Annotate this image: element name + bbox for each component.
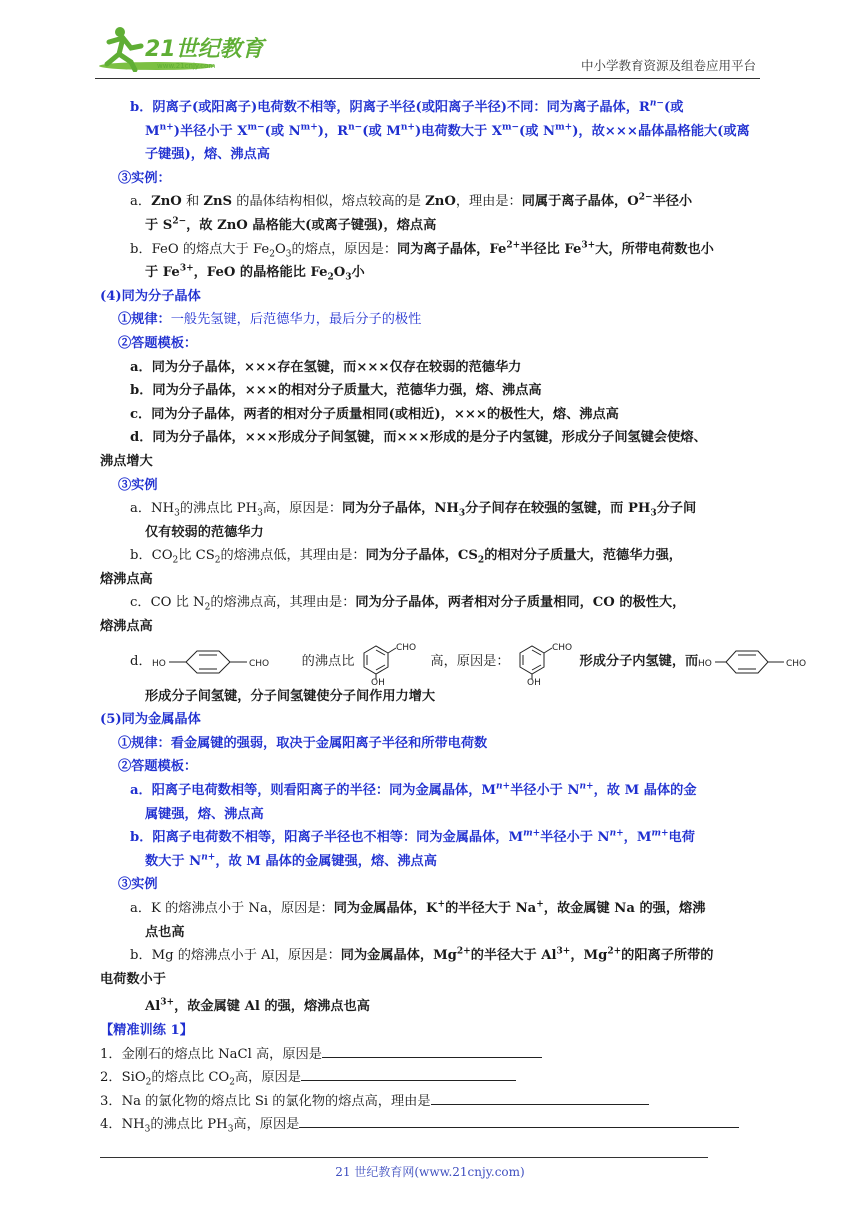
line: 熔沸点高 [100,571,153,587]
answer-blank[interactable] [431,1090,649,1105]
line: $Al^{3+}$，故金属键 Al 的强，熔沸点也高 [145,997,370,1015]
logo-text: 21世纪教育 [145,37,264,62]
svg-text:CHO: CHO [396,642,417,653]
line: 子键强)，熔、沸点高 [145,147,270,163]
o-hydroxybenzaldehyde-structure [510,639,580,685]
document-body [100,96,807,1137]
svg-text:CHO: CHO [248,658,269,669]
o-hydroxybenzaldehyde-structure [354,639,424,685]
line: 数大于 $N^{n+}$，故 M 晶体的金属键强，熔、沸点高 [145,852,437,869]
answer-blank[interactable] [322,1043,542,1058]
structure-line: d． HO CHO 的沸点比 CHO OH 高，原因是： CHO OH 形成分子内氢键，而 HO CHO [100,639,765,685]
line: 形成分子间氢键，分子间氢键使分子间作用力增大 [145,688,436,704]
logo-url: www.21cnjy.com [157,62,216,70]
header-platform-title: 中小学教育资源及组卷应用平台 [580,58,756,73]
section-heading: ③实例 [118,477,158,493]
line: c．CO 比 $N_2$的熔沸点高，其理由是：同为分子晶体，两者相对分子质量相同，CO 的极性大， [130,595,686,614]
line: $M^{n+}$)半径小于 $X^{m-}$(或 $N^{m+}$)，$R^{n-}$(或 $M^{n+}$)电荷数大于 $X^{m-}$(或 $N^{m+}$)，故×××晶体晶格能大(或离 [145,122,750,139]
line: 沸点增大 [100,453,153,469]
line: a．同为分子晶体，×××存在氢键，而×××仅存在较弱的范德华力 [130,359,522,375]
line: 熔沸点高 [100,619,153,635]
line: b．$CO_2$比 $CS_2$的熔沸点低，其理由是：同为分子晶体，$CS_2$的相对分子质量大，范德华力强， [130,548,682,566]
line: 属键强，熔、沸点高 [145,806,264,822]
section-heading: ②答题模板： [118,335,198,351]
line: b．FeO 的熔点大于 $Fe_2O_3$的熔点，原因是：同为离子晶体，$Fe^{2+}$半径比 $Fe^{3+}$大，所带电荷数也小 [130,240,714,260]
svg-text:CHO: CHO [551,642,572,653]
logo-icon [95,24,270,72]
line: a．阳离子电荷数相等，则看阳离子的半径：同为金属晶体，$M^{n+}$半径小于 $N^{n+}$，故 M 晶体的金 [130,781,697,799]
section-heading: (5)同为金属晶体 [100,712,201,728]
line: ①规律：一般先氢键，后范德华力，最后分子的极性 [118,312,422,328]
line: 点也高 [145,924,185,940]
p-hydroxybenzaldehyde-structure [152,647,302,677]
line: a．K 的熔沸点小于 Na，原因是：同为金属晶体，K+的半径大于 Na+，故金属键 Na 的强，熔沸 [130,899,706,916]
svg-text:CHO: CHO [786,658,807,669]
page-header [95,22,760,79]
section-heading: ③实例 [118,877,158,893]
line: ①规律：看金属键的强弱，取决于金属阳离子半径和所带电荷数 [118,735,488,751]
question: 1．金刚石的熔点比 NaCl 高，原因是 [100,1043,765,1067]
svg-text:OH: OH [526,677,541,685]
section-heading: (4)同为分子晶体 [100,288,201,304]
svg-text:HO: HO [698,658,713,669]
p-hydroxybenzaldehyde-structure [698,647,818,677]
line: d．同为分子晶体，×××形成分子间氢键，而×××形成的是分子内氢键，形成分子间氢键会使熔、 [130,430,707,446]
question: 3．Na 的氯化物的熔点比 Si 的氯化物的熔点高，理由是 [100,1090,765,1114]
question: 4．$NH_3$的沸点比 $PH_3$高，原因是 [100,1113,765,1137]
section-heading: ②答题模板： [118,759,198,775]
answer-blank[interactable] [301,1066,516,1081]
svg-text:HO: HO [151,658,166,669]
answer-blank[interactable] [299,1113,739,1128]
line: c．同为分子晶体，两者的相对分子质量相同(或相近)，×××的极性大，熔、沸点高 [130,406,619,422]
line: 电荷数小于 [100,971,166,987]
line: 于 $S^{2-}$，故 ZnO 晶格能大(或离子键强)，熔点高 [145,216,437,233]
section-heading: ③实例： [118,170,171,186]
footer-divider [100,1157,708,1158]
line: b．同为分子晶体，×××的相对分子质量大，范德华力强，熔、沸点高 [130,383,542,399]
line: 于 $Fe^{3+}$，FeO 的晶格能比 $Fe_2O_3$小 [145,263,365,283]
line: a．$NH_3$的沸点比 $PH_3$高，原因是：同为分子晶体，$NH_3$分子间存在较强的氢键，而 $PH_3$分子间 [130,501,697,519]
line: 仅有较弱的范德华力 [145,524,264,540]
svg-text:OH: OH [371,677,386,685]
question: 2．SiO$_2$的熔点比 $CO_2$高，原因是 [100,1066,765,1090]
line: a．ZnO 和 ZnS 的晶体结构相似，熔点较高的是 ZnO，理由是：同属于离子晶体，$O^{2-}$半径小 [130,192,693,210]
line: b．Mg 的熔沸点小于 Al，原因是：同为金属晶体，$Mg^{2+}$的半径大于 $Al^{3+}$，$Mg^{2+}$的阳离子所带的 [130,946,714,964]
line: b．阴离子(或阳离子)电荷数不相等，阴离子半径(或阳离子半径)不同：同为离子晶体，$R^{n-}$(或 [130,98,684,115]
page-footer: 21 世纪教育网(www.21cnjy.com) [335,1165,525,1179]
line: b．阳离子电荷数不相等，阳离子半径也不相等：同为金属晶体，$M^{m+}$半径小于 $N^{n+}$，$M^{m+}$电荷 [130,828,695,846]
exercise-heading: 【精准训练 1】 [100,1022,193,1038]
